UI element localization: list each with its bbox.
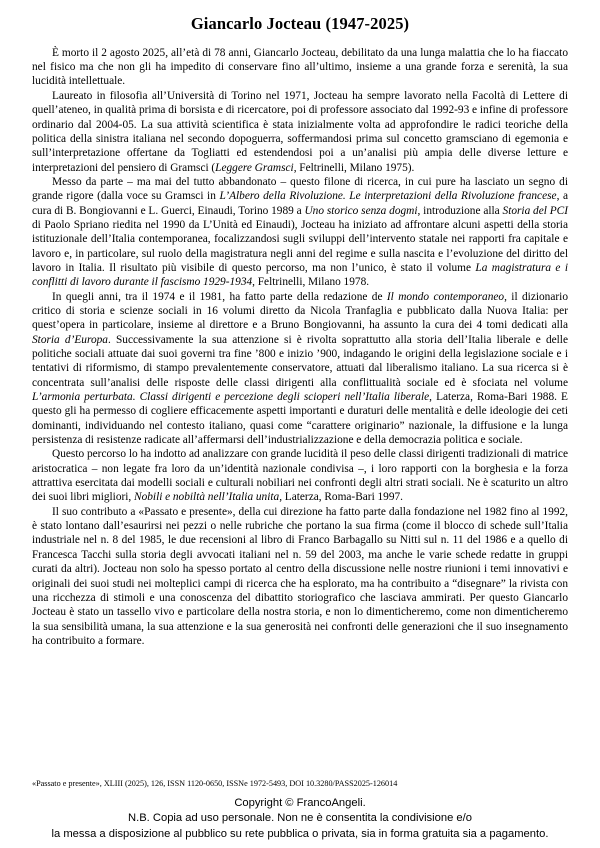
text-run: Laureato in filosofia all’Università di Torino nel 1971, Jocteau ha sempre lavorato nella Facoltà di Lettere di quell’ateneo, in qualità prima di borsista e di ricercatore, poi di professore associato dal 1992-93 e infine di professore ordinario dal 2004-05. La sua attività scientifica è stata inizialmente volta ad approfondire le radici teoriche della politica della sinistra italiana nel secondo dopoguerra, soffermandosi prima sul concetto gramsciano di egemonia e sull’interpretazione offertane da Togliatti ed estendendosi poi a un’analisi più ampia delle diverse letture e interpretazioni del pensiero di Gramsci ( [32,89,568,174]
work-title: Uno storico senza dogmi [304,204,418,217]
paragraph [32,89,568,175]
text-run: , Feltrinelli, Milano 1975). [293,161,415,174]
work-title: Il mondo contemporaneo [386,290,505,303]
paragraph [32,447,568,504]
copyright-line: Copyright © FrancoAngeli. [234,796,366,809]
text-run: È morto il 2 agosto 2025, all’età di 78 anni, Giancarlo Jocteau, debilitato da una lunga malattia che lo ha fiaccato nel fisico ma che non gli ha impedito di conservare fino all’ultimo, insieme a una grande forza e serenità, la sua lucidità intellettuale. [32,46,568,88]
work-title: L’armonia perturbata. Classi dirigenti e percezione degli scioperi nell’Italia liberale [32,391,430,404]
article-body [0,46,600,648]
text-run: In quegli anni, tra il 1974 e il 1981, ha fatto parte della redazione de [52,290,387,303]
work-title: La magistratura e i conflitti di lavoro durante il fascismo 1929-1934 [32,261,568,289]
text-run: Questo percorso lo ha indotto ad analizzare con grande lucidità il peso delle classi dirigenti tradizionali di matrice aristocratica – non legate fra loro da un’identità nazionale condivisa –, i loro rapporti con la borghesia e la forza attrattiva esercitata dai modelli sociali e culturali nobiliari nei confronti degli altri strati sociali. Ne è scaturito un altro dei suoi libri migliori, [32,448,568,504]
paragraph [32,505,568,648]
work-title: Storia d’Europa [32,333,108,346]
text-run: . Successivamente la sua attenzione si è rivolta soprattutto alla storia dell’Italia liberale e delle politiche sociali attuate dai suoi governi tra fine ’800 e inizio ’900, indagando le origini della legislazione sociale e i tentativi di riformismo, di stampo prevalentemente conservatore, attuati dal liberalismo italiano. La sua ricerca si è concentrata sull’analisi delle risposte delle classi dirigenti alla conflittualità sociale ed è sfociata nel volume [32,333,568,389]
work-title: Leggere Gramsci [215,161,294,174]
page-footer [0,778,600,848]
text-run: , a cura di B. Bongiovanni e L. Guerci, Einaudi, Torino 1989 a [32,190,568,217]
work-title: Storia del PCI [502,204,568,217]
text-run: , Laterza, Roma-Bari 1997. [279,491,403,504]
text-run: Messo da parte – ma mai del tutto abbandonato – questo filone di ricerca, in cui pure ha lasciato un segno di grande rigore (dalla voce su Gramsci in [32,175,568,203]
text-run: Il suo contributo a «Passato e presente», della cui direzione ha fatto parte dalla fondazione nel 1982 fino al 1992, è stato lontano dall’esaurirsi nei pezzi o nelle rubriche che portano la sua firma (come il blocco di schede sull’Italia industriale nel n. 8 del 1985, le due recensioni al libro di Franco Barbagallo su Nitti sul n. 11 del 1986 e a quello di Francesca Tacchi sulla storia degli avvocati italiani nel n. 59 del 2003, ma anche le varie schede redatte in gruppi curati da altri). Jocteau non solo ha spesso portato al centro della discussione nelle nostre riunioni i temi innovativi e originali dei suoi studi nei molteplici campi di ricerca che ha esplorato, ma ha contribuito a “disegnare” la rivista con una ricchezza di stimoli e una conoscenza del dibattito storiografico che lasciava ammirati. Per questo Giancarlo Jocteau è stato un tassello vivo e particolare della nostra storia, e non lo dimenticheremo, come non dimenticheremo la sua sensibilità umana, la sua attenzione e la sua generosità nei confronti delle generazioni che il suo insegnamento ha contribuito a formare. [32,505,568,647]
journal-citation: «Passato e presente», XLIII (2025), 126, ISSN 1120-0650, ISSNe 1972-5493, DOI 10.3280/PASS2025-126014 [32,778,398,788]
paragraph [32,290,568,448]
work-title: L’Albero della Rivoluzione. Le interpretazioni della Rivoluzione francese [219,190,557,203]
work-title: Nobili e nobiltà nell’Italia unita [134,491,280,504]
copyright-notice [0,796,600,848]
text-run: , il dizionario critico di storia e scienze sociali in 16 volumi diretto da Nicola Tranfaglia e pubblicato dalla Nuova Italia: per quest’opera in particolare, insieme al direttore e a Bruno Bongiovanni, ha assunto la cura dei 4 tomi dedicati alla [32,290,568,332]
text-run: , introduzione alla [417,204,503,217]
text-run: , Feltrinelli, Milano 1978. [252,276,370,289]
paragraph [32,46,568,89]
usage-notice-line-1: N.B. Copia ad uso personale. Non ne è consentita la condivisione e/o [128,812,472,824]
page-title: Giancarlo Jocteau (1947-2025) [190,14,410,33]
usage-notice-line-2: la messa a disposizione al pubblico su rete pubblica o privata, sia in forma gratuita sia a pagamento. [51,827,549,840]
text-run: di Paolo Spriano riedita nel 1990 da L’Unità ed Einaudi), Jocteau ha iniziato ad affrontare alcuni aspetti della storia istituzionale dell’Italia contemporanea, focalizzandosi sugli sviluppi dell’intervento statale nei rapporti fra capitale e lavoro e, in particolare, sul ruolo della magistratura negli anni del regime e sulla nascita e l’evoluzione del diritto del lavoro in Italia. Il risultato più visibile di questo percorso, ma non l’unico, è stato il volume [32,218,568,274]
paragraph [32,175,568,290]
text-run: , Laterza, Roma-Bari 1988. E questo gli ha permesso di cogliere efficacemente aspetti importanti e duraturi delle mentalità e delle ideologie dei ceti dominanti, individuando nel contesto italiano, quasi come “carattere originario” nazionale, la diffusione e la lunga persistenza di resistenze radicate all’affermarsi dell’industrializzazione e della democrazia politica e sociale. [32,391,568,447]
